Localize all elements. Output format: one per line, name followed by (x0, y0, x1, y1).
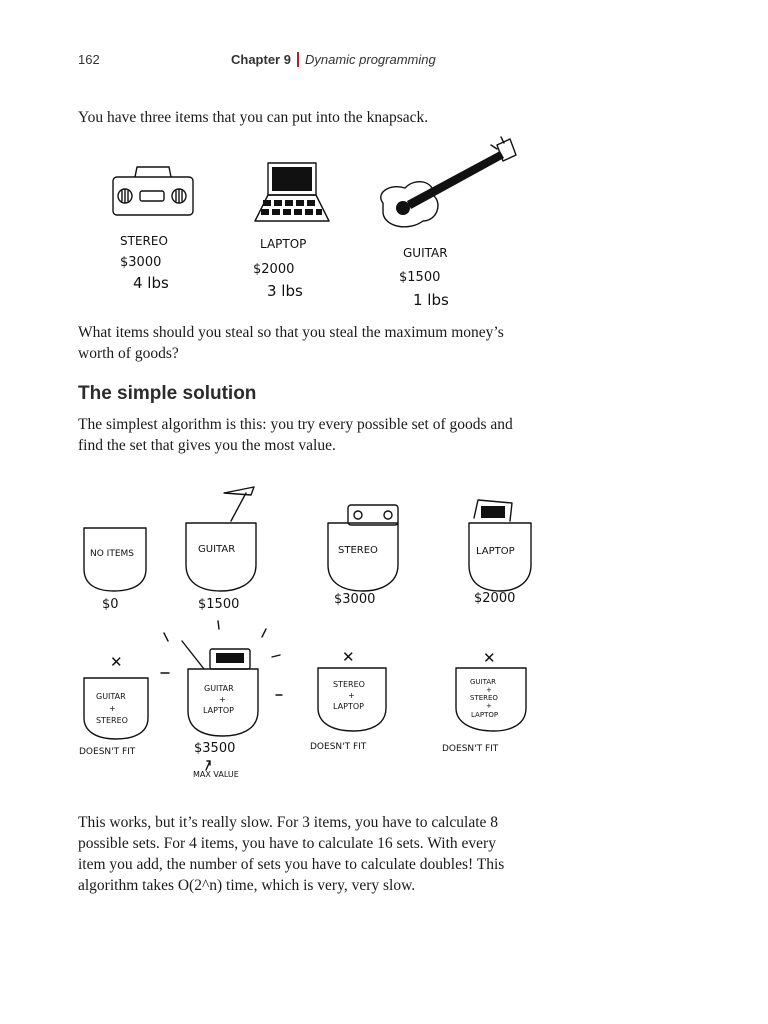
bag-line: GUITAR (96, 692, 126, 701)
bag-value: $0 (102, 597, 119, 612)
bag-line: GUITAR (204, 684, 234, 693)
bag-line: + (219, 695, 226, 704)
bag-line: LAPTOP (203, 706, 234, 715)
bag-stereo (328, 505, 398, 607)
algorithm-paragraph: The simplest algorithm is this: you try every possible set of goods and find the set that gives you the most value. (78, 416, 513, 454)
bag-guitar-stereo-laptop (442, 649, 526, 754)
bag-line: + (486, 686, 492, 694)
bag-status: DOESN'T FIT (310, 742, 367, 752)
question-paragraph: What items should you steal so that you steal the maximum money’s worth of goods? (78, 324, 504, 362)
chapter-topic: Dynamic programming (304, 52, 436, 67)
bag-line: GUITAR (470, 678, 496, 686)
bag-line: STEREO (333, 680, 365, 689)
bag-line: + (348, 691, 355, 700)
x-mark: ✕ (110, 653, 123, 671)
bag-guitar-stereo (79, 653, 148, 757)
bag-label: STEREO (338, 545, 378, 556)
stereo-icon (113, 167, 193, 215)
max-value-note: MAX VALUE (193, 770, 239, 779)
item-price: $1500 (399, 270, 441, 285)
bag-label: GUITAR (198, 544, 236, 555)
knapsack-sets-illustration (76, 473, 538, 798)
bag-value: $2000 (474, 591, 516, 606)
item-name: STEREO (120, 234, 168, 248)
bag-line: LAPTOP (333, 702, 364, 711)
page-number: 162 (78, 52, 100, 67)
bag-line: STEREO (470, 694, 498, 702)
bag-value: $3500 (194, 741, 236, 756)
items-illustration (105, 133, 535, 313)
item-weight: 1 lbs (413, 291, 449, 309)
guitar-icon (381, 137, 516, 227)
section-title: The simple solution (78, 383, 257, 404)
bag-value: $3000 (334, 592, 376, 607)
item-weight: 3 lbs (267, 282, 303, 300)
closing-paragraph: This works, but it’s really slow. For 3 items, you have to calculate 8 possible sets. For 4 items, you have to calculate 16 sets. With every item you add, the number of sets you have to calculate doubles! This algorithm takes O(2^n) time, which is very, very slow. (78, 814, 505, 894)
bag-stereo-laptop (310, 648, 386, 752)
running-header (231, 52, 436, 67)
item-price: $2000 (253, 262, 295, 277)
bag-status: DOESN'T FIT (79, 747, 136, 757)
header-divider (297, 52, 299, 67)
item-price: $3000 (120, 255, 162, 270)
item-name: LAPTOP (260, 237, 307, 251)
bag-laptop (469, 500, 531, 606)
bag-guitar-laptop (161, 621, 282, 779)
bag-label: NO ITEMS (90, 549, 134, 559)
item-weight: 4 lbs (133, 274, 169, 292)
item-name: GUITAR (403, 246, 448, 260)
bag-line: LAPTOP (471, 711, 499, 719)
x-mark: ✕ (342, 648, 355, 666)
bag-line: + (486, 702, 492, 710)
chapter-label: Chapter 9 (231, 52, 291, 67)
intro-paragraph: You have three items that you can put into the knapsack. (78, 109, 429, 126)
bag-line: + (109, 704, 116, 713)
laptop-icon (255, 163, 329, 221)
bag-line: STEREO (96, 716, 128, 725)
bag-no-items (84, 528, 146, 612)
bag-value: $1500 (198, 597, 240, 612)
bag-guitar (186, 487, 256, 612)
bag-status: DOESN'T FIT (442, 744, 499, 754)
x-mark: ✕ (483, 649, 496, 667)
bag-label: LAPTOP (476, 546, 515, 557)
